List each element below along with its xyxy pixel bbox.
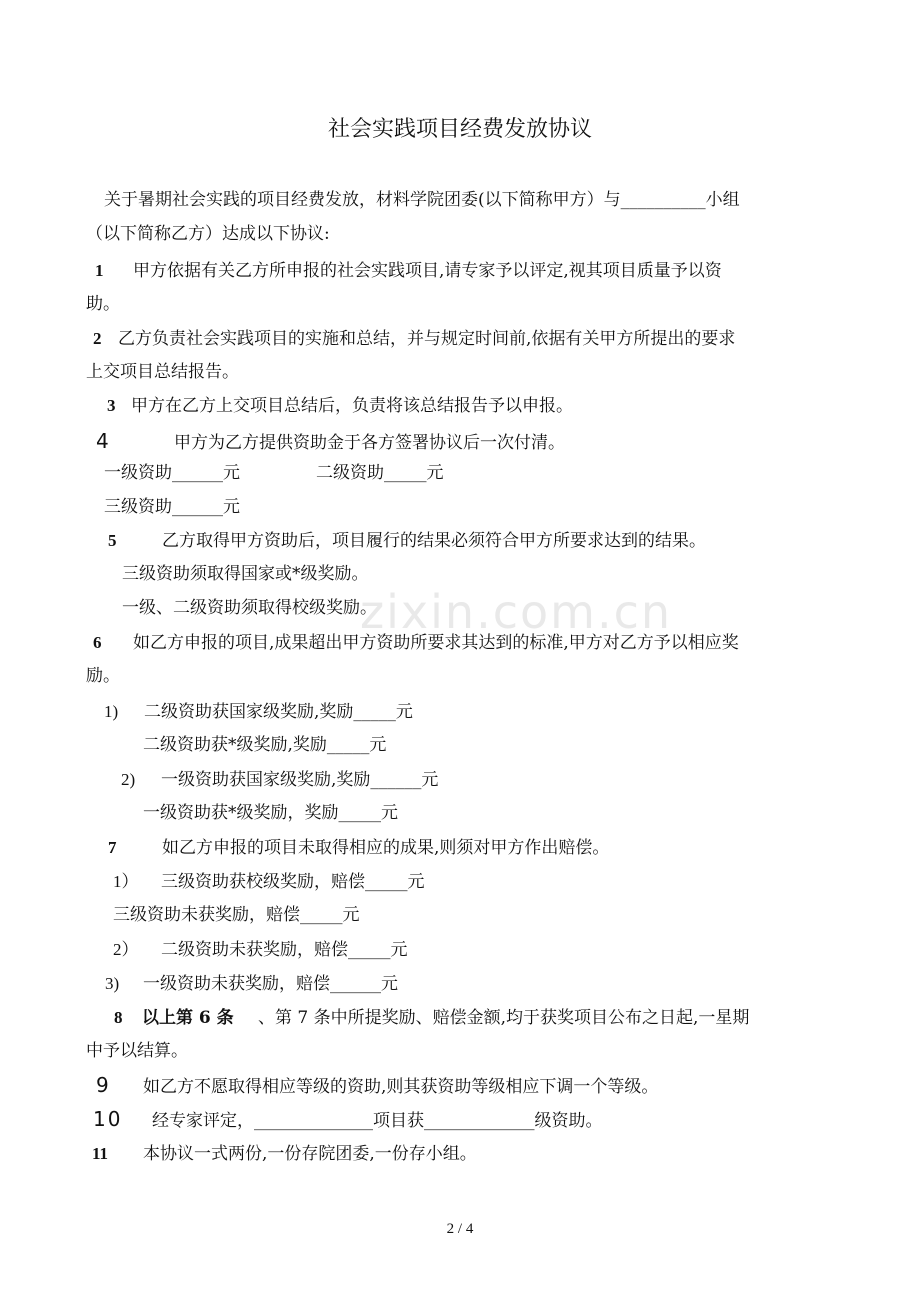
clause-10 <box>93 1109 603 1130</box>
clause-8 <box>114 1009 749 1027</box>
clause-7-item-1-b: 三级资助未获奖励，赔偿_____元 <box>113 905 360 925</box>
clause-10-text: 经专家评定，______________项目获_____________级资助。 <box>152 1111 603 1131</box>
clause-7-item-3-number: 3) <box>105 974 120 993</box>
clause-6-item-2-text: 一级资助获国家级奖励,奖励______元 <box>161 770 439 790</box>
clause-2 <box>93 330 735 348</box>
clause-5-note-b: 一级、二级资助须取得校级奖励。 <box>122 598 377 618</box>
clause-4-level-2: 二级资助_____元 <box>316 463 444 483</box>
clause-6-number: 6 <box>93 633 102 652</box>
clause-7-number: 7 <box>108 838 117 857</box>
clause-8-continued: 中予以结算。 <box>86 1041 188 1061</box>
clause-6-continued: 励。 <box>86 666 120 686</box>
clause-5-number: 5 <box>108 531 117 550</box>
clause-10-number: 10 <box>93 1107 123 1131</box>
clause-7-item-2 <box>113 941 408 959</box>
clause-11-number: 11 <box>92 1144 109 1163</box>
clause-1-continued: 助。 <box>86 294 120 314</box>
clause-7-item-1 <box>113 873 425 891</box>
clause-5-text: 乙方取得甲方资助后，项目履行的结果必须符合甲方所要求达到的结果。 <box>162 531 706 551</box>
clause-7-item-1-number: 1） <box>113 872 139 891</box>
clause-3-number: 3 <box>107 396 116 415</box>
clause-7-item-3-text: 一级资助未获奖励，赔偿______元 <box>143 974 398 994</box>
clause-4-level-3: 三级资助______元 <box>104 497 240 517</box>
clause-11-text: 本协议一式两份,一份存院团委,一份存小组。 <box>143 1144 477 1164</box>
clause-6-item-2 <box>121 771 438 789</box>
clause-6-item-1-number: 1) <box>104 702 119 721</box>
clause-6-item-1 <box>104 703 413 721</box>
watermark: zixin.com.cn <box>360 585 673 639</box>
clause-3 <box>107 397 573 415</box>
clause-4-level-1: 一级资助______元 <box>104 463 240 483</box>
clause-7-item-2-number: 2） <box>113 940 139 959</box>
clause-7 <box>108 839 609 857</box>
document-title: 社会实践项目经费发放协议 <box>327 117 592 142</box>
clause-7-item-3 <box>105 975 398 993</box>
clause-4-number: 4 <box>96 429 109 453</box>
clause-2-continued: 上交项目总结报告。 <box>86 362 239 382</box>
clause-7-text: 如乙方申报的项目未取得相应的成果,则须对甲方作出赔偿。 <box>162 838 610 858</box>
clause-1-text: 甲方依据有关乙方所申报的社会实践项目,请专家予以评定,视其项目质量予以资 <box>133 261 722 281</box>
clause-1-number: 1 <box>95 261 104 280</box>
clause-3-text: 甲方在乙方上交项目总结后，负责将该总结报告予以申报。 <box>131 396 573 416</box>
clause-11 <box>92 1145 477 1163</box>
clause-4 <box>96 431 565 452</box>
clause-5-note-a: 三级资助须取得国家或*级奖励。 <box>122 564 369 584</box>
intro-line-1: 关于暑期社会实践的项目经费发放，材料学院团委(以下简称甲方）与__________小组 <box>104 190 740 210</box>
clause-4-text: 甲方为乙方提供资助金于各方签署协议后一次付清。 <box>174 433 565 453</box>
clause-5 <box>108 532 706 550</box>
clause-6-text: 如乙方申报的项目,成果超出甲方资助所要求其达到的标准,甲方对乙方予以相应奖 <box>133 633 739 653</box>
clause-9-number: 9 <box>96 1073 109 1097</box>
clause-8-text: 、第 7 条中所提奖励、赔偿金额,均于获奖项目公布之日起,一星期 <box>258 1008 750 1028</box>
clause-9 <box>96 1075 658 1096</box>
page-number: 2 / 4 <box>446 1221 474 1237</box>
clause-1 <box>95 262 722 280</box>
clause-8-number: 8 <box>114 1008 123 1027</box>
clause-6-item-1-text: 二级资助获国家级奖励,奖励_____元 <box>144 702 413 722</box>
clause-2-number: 2 <box>93 329 102 348</box>
clause-9-text: 如乙方不愿取得相应等级的资助,则其获资助等级相应下调一个等级。 <box>143 1077 659 1097</box>
clause-7-item-2-text: 二级资助未获奖励，赔偿_____元 <box>161 940 408 960</box>
clause-7-item-1-text: 三级资助获校级奖励，赔偿_____元 <box>161 872 425 892</box>
clause-6-item-2-number: 2) <box>121 770 136 789</box>
clause-8-bold-ref: 以上第 6 条 <box>142 1008 234 1028</box>
clause-6 <box>93 634 739 652</box>
clause-6-item-1-b: 二级资助获*级奖励,奖励_____元 <box>143 735 387 755</box>
intro-line-2: （以下简称乙方）达成以下协议: <box>86 224 330 244</box>
clause-6-item-2-b: 一级资助获*级奖励，奖励_____元 <box>143 803 398 823</box>
clause-2-text: 乙方负责社会实践项目的实施和总结，并与规定时间前,依据有关甲方所提出的要求 <box>118 329 736 349</box>
